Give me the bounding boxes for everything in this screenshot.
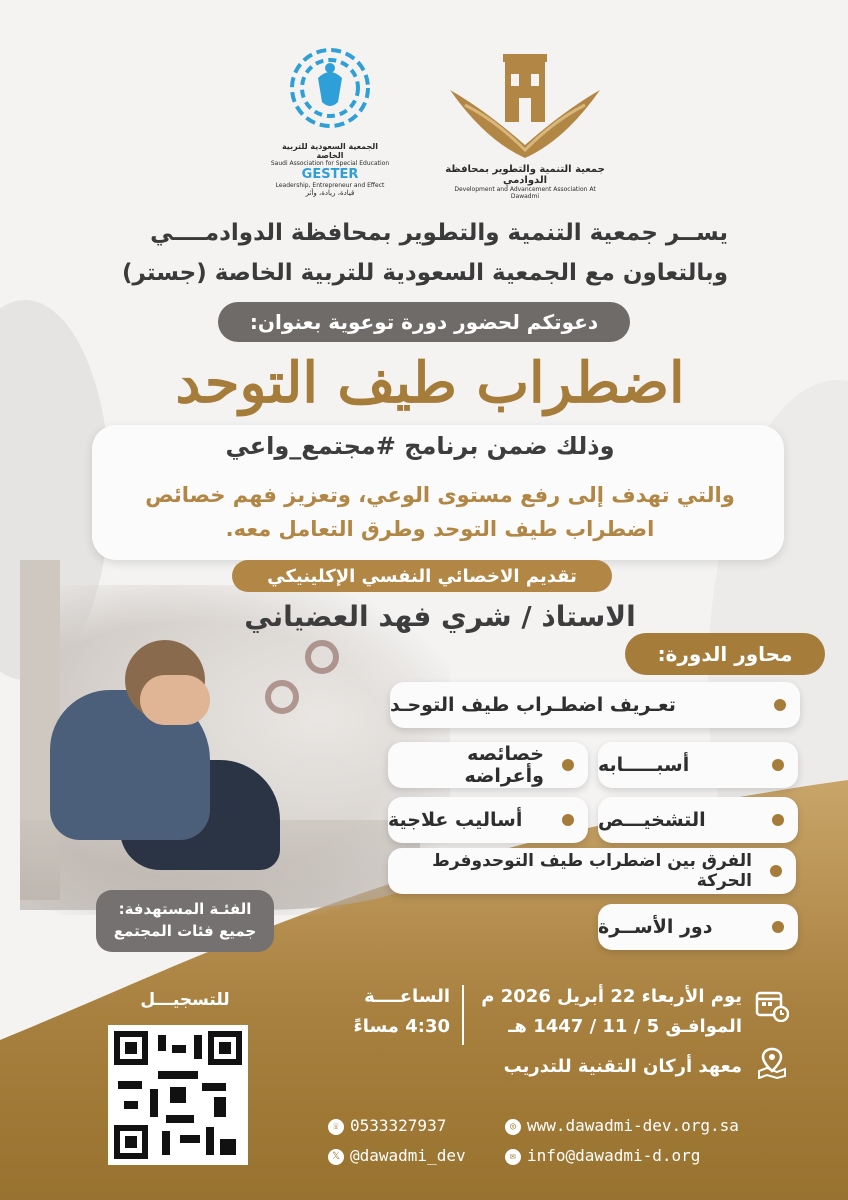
target-value: جميع فئات المجتمع: [113, 922, 257, 940]
topic-item: [598, 797, 798, 843]
twitter-handle: @dawadmi_dev: [350, 1146, 466, 1165]
twitter-contact[interactable]: [328, 1146, 466, 1165]
registration-qr-code[interactable]: [108, 1025, 248, 1165]
qr-finder-icon: [208, 1031, 242, 1065]
intro-line-2: وبالتعاون مع الجمعية السعودية للتربية الخاصة (جستر): [122, 260, 728, 286]
gester-tagline-ar: قيادة، ريادة، وأثر: [305, 189, 355, 197]
email-contact[interactable]: [505, 1146, 700, 1165]
register-label: للتسجيـــل: [140, 990, 230, 1010]
gester-name-ar: الجمعية السعودية للتربية الخاصة: [281, 142, 379, 160]
email-icon: ✉: [505, 1149, 521, 1165]
gester-abbr: GESTER: [301, 167, 359, 182]
dawadmi-logo: [445, 50, 605, 200]
program-heading: وذلك ضمن برنامج #مجتمع_واعي: [225, 432, 615, 460]
x-twitter-icon: 𝕏: [328, 1149, 344, 1165]
program-description: [130, 478, 750, 546]
intro-line-1: يســر جمعية التنمية والتطوير بمحافظة الدوادمــــي: [150, 220, 728, 246]
qr-finder-icon: [114, 1125, 148, 1159]
topic-label: دور الأســرة: [598, 916, 713, 938]
schedule-divider: [462, 985, 464, 1045]
topic-label: أسبـــــابه: [598, 754, 690, 776]
topic-item: [388, 742, 588, 788]
bullet-dot-icon: [562, 814, 574, 826]
gester-tagline-en: Leadership, Entrepreneur and Effect: [275, 182, 385, 189]
child-arm: [140, 675, 210, 725]
bullet-dot-icon: [772, 921, 784, 933]
dawadmi-name-ar: جمعية التنمية والتطوير بمحافظة الدوادمي: [445, 164, 605, 186]
dawadmi-emblem-icon: [445, 50, 605, 160]
topic-item: [390, 682, 800, 728]
time-value: 4:30 مساءً: [353, 1016, 450, 1037]
speaker-name: الاستاذ / شري فهد العضياني: [244, 600, 636, 633]
bullet-dot-icon: [772, 814, 784, 826]
topic-label: خصائصه وأعراضه: [464, 743, 544, 787]
venue: معهد أركان التقنية للتدريب: [503, 1056, 742, 1077]
bullet-dot-icon: [562, 759, 574, 771]
toy-bike-wheel: [265, 680, 299, 714]
topic-label: التشخيـــص: [598, 809, 706, 831]
bullet-dot-icon: [772, 759, 784, 771]
email-address: info@dawadmi-d.org: [527, 1146, 701, 1165]
topic-item: [598, 742, 798, 788]
invite-pill: دعوتكم لحضور دورة توعوية بعنوان:: [218, 302, 630, 342]
toy-bike-wheel: [305, 640, 339, 674]
gester-logo: [270, 38, 390, 197]
bullet-dot-icon: [774, 699, 786, 711]
location-pin-icon: [755, 1045, 789, 1079]
intro-text: [88, 213, 728, 293]
topic-label: الفرق بين اضطراب طيف التوحدوفرط الحركة: [432, 851, 752, 891]
calendar-clock-icon: [755, 988, 789, 1022]
program-line-1: والتي تهدف إلى رفع مستوى الوعي، وتعزيز فهم خصائص: [145, 483, 735, 507]
qr-finder-icon: [114, 1031, 148, 1065]
date-gregorian: يوم الأربعاء 22 أبريل 2026 م: [481, 986, 742, 1007]
dawadmi-name-en: Development and Advancement Association At Dawadmi: [454, 186, 596, 200]
website-contact[interactable]: [505, 1116, 739, 1135]
presenter-role-pill: تقديم الاخصائي النفسي الإكلينيكي: [232, 560, 612, 592]
topic-label: تعـريف اضطـراب طيف التوحـد: [390, 694, 676, 716]
bullet-dot-icon: [770, 865, 782, 877]
globe-icon: ◎: [505, 1119, 521, 1135]
axes-title-pill: محاور الدورة:: [625, 633, 825, 675]
topic-label: أساليب علاجية: [388, 809, 523, 831]
website-url: www.dawadmi-dev.org.sa: [527, 1116, 739, 1135]
topic-item: [388, 848, 796, 894]
target-audience-box: [96, 890, 274, 952]
topic-item: [388, 797, 588, 843]
topic-item: [598, 904, 798, 950]
gester-emblem-icon: [270, 38, 390, 138]
phone-contact[interactable]: [328, 1116, 446, 1135]
whatsapp-icon: ☏: [328, 1119, 344, 1135]
phone-number: 0533327937: [350, 1116, 447, 1135]
date-hijri: الموافـق 5 / 11 / 1447 هـ: [508, 1016, 742, 1037]
time-label: الساعــــة: [364, 986, 450, 1007]
program-line-2: اضطراب طيف التوحد وطرق التعامل معه.: [225, 517, 655, 541]
gester-name-en: Saudi Association for Special Education: [270, 160, 390, 167]
target-label: الفئـة المستهدفة:: [118, 900, 252, 918]
course-title: اضطراب طيف التوحد: [175, 350, 685, 416]
